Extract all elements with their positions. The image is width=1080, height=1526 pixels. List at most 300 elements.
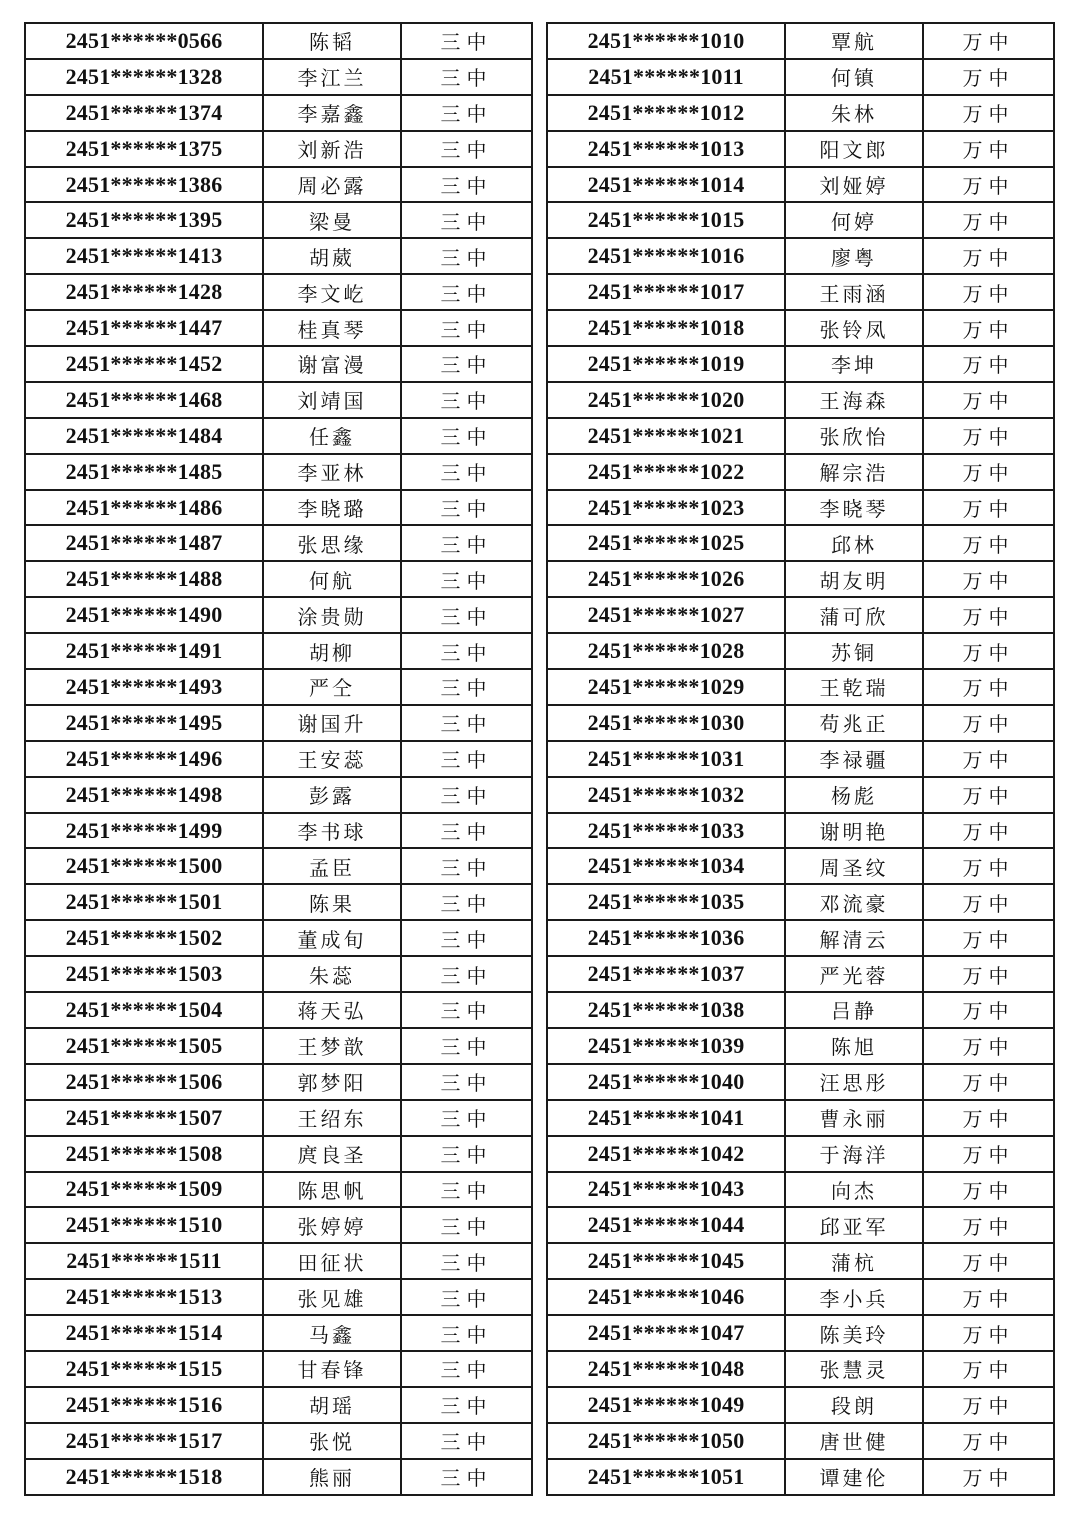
student-name-cell: 陈思帆 — [263, 1172, 401, 1208]
student-id-cell: 2451******1013 — [547, 131, 785, 167]
table-row — [547, 131, 1054, 167]
student-id-cell: 2451******1011 — [547, 59, 785, 95]
student-id-cell: 2451******1395 — [25, 202, 263, 238]
school-cell: 三中 — [401, 167, 532, 203]
left-roster-table — [24, 22, 533, 1496]
student-name-cell: 孟臣 — [263, 848, 401, 884]
table-row — [547, 633, 1054, 669]
student-id-cell: 2451******1040 — [547, 1064, 785, 1100]
student-name-cell: 王安蕊 — [263, 741, 401, 777]
student-id-cell: 2451******1041 — [547, 1100, 785, 1136]
student-name-cell: 唐世健 — [785, 1423, 923, 1459]
student-id-cell: 2451******1507 — [25, 1100, 263, 1136]
school-cell: 万中 — [923, 920, 1054, 956]
student-id-cell: 2451******1014 — [547, 167, 785, 203]
table-row — [25, 131, 532, 167]
student-name-cell: 胡柳 — [263, 633, 401, 669]
student-name-cell: 刘靖国 — [263, 382, 401, 418]
school-cell: 万中 — [923, 346, 1054, 382]
table-row — [25, 920, 532, 956]
school-cell: 三中 — [401, 382, 532, 418]
school-cell: 万中 — [923, 1100, 1054, 1136]
table-row — [25, 956, 532, 992]
student-name-cell: 田征状 — [263, 1243, 401, 1279]
table-row — [25, 1423, 532, 1459]
table-row — [547, 705, 1054, 741]
school-cell: 万中 — [923, 1136, 1054, 1172]
school-cell: 三中 — [401, 1387, 532, 1423]
table-row — [547, 95, 1054, 131]
school-cell: 三中 — [401, 59, 532, 95]
school-cell: 三中 — [401, 525, 532, 561]
table-row — [547, 1028, 1054, 1064]
school-cell: 三中 — [401, 561, 532, 597]
table-row — [547, 274, 1054, 310]
school-cell: 三中 — [401, 454, 532, 490]
student-id-cell: 2451******1016 — [547, 238, 785, 274]
table-row — [25, 1172, 532, 1208]
table-row — [25, 1387, 532, 1423]
school-cell: 三中 — [401, 705, 532, 741]
student-id-cell: 2451******1050 — [547, 1423, 785, 1459]
school-cell: 万中 — [923, 202, 1054, 238]
table-row — [25, 310, 532, 346]
student-id-cell: 2451******1028 — [547, 633, 785, 669]
student-name-cell: 王海森 — [785, 382, 923, 418]
student-name-cell: 何镇 — [785, 59, 923, 95]
student-name-cell: 朱林 — [785, 95, 923, 131]
student-name-cell: 董成旬 — [263, 920, 401, 956]
school-cell: 三中 — [401, 238, 532, 274]
student-name-cell: 刘新浩 — [263, 131, 401, 167]
student-name-cell: 王雨涵 — [785, 274, 923, 310]
table-row — [25, 597, 532, 633]
student-id-cell: 2451******1496 — [25, 741, 263, 777]
table-row — [547, 884, 1054, 920]
school-cell: 三中 — [401, 633, 532, 669]
table-row — [25, 59, 532, 95]
school-cell: 三中 — [401, 1136, 532, 1172]
school-cell: 三中 — [401, 884, 532, 920]
table-row — [547, 346, 1054, 382]
student-name-cell: 张见雄 — [263, 1279, 401, 1315]
student-name-cell: 胡瑶 — [263, 1387, 401, 1423]
student-name-cell: 朱蕊 — [263, 956, 401, 992]
school-cell: 三中 — [401, 23, 532, 59]
table-row — [547, 777, 1054, 813]
student-name-cell: 杨彪 — [785, 777, 923, 813]
student-name-cell: 蒋天弘 — [263, 992, 401, 1028]
school-cell: 三中 — [401, 1207, 532, 1243]
table-row — [25, 382, 532, 418]
table-row — [547, 1064, 1054, 1100]
student-id-cell: 2451******1036 — [547, 920, 785, 956]
student-name-cell: 蒲可欣 — [785, 597, 923, 633]
student-id-cell: 2451******1503 — [25, 956, 263, 992]
student-id-cell: 2451******1010 — [547, 23, 785, 59]
school-cell: 三中 — [401, 1028, 532, 1064]
school-cell: 万中 — [923, 633, 1054, 669]
school-cell: 万中 — [923, 525, 1054, 561]
school-cell: 万中 — [923, 956, 1054, 992]
school-cell: 万中 — [923, 454, 1054, 490]
table-row — [547, 59, 1054, 95]
student-id-cell: 2451******1043 — [547, 1172, 785, 1208]
student-id-cell: 2451******1015 — [547, 202, 785, 238]
student-id-cell: 2451******1447 — [25, 310, 263, 346]
table-row — [547, 1136, 1054, 1172]
school-cell: 万中 — [923, 95, 1054, 131]
student-name-cell: 李晓琴 — [785, 490, 923, 526]
school-cell: 万中 — [923, 1315, 1054, 1351]
school-cell: 万中 — [923, 490, 1054, 526]
student-name-cell: 周圣纹 — [785, 848, 923, 884]
student-id-cell: 2451******1413 — [25, 238, 263, 274]
student-name-cell: 何航 — [263, 561, 401, 597]
table-row — [547, 561, 1054, 597]
school-cell: 万中 — [923, 1459, 1054, 1495]
student-id-cell: 2451******1500 — [25, 848, 263, 884]
student-name-cell: 李坤 — [785, 346, 923, 382]
table-row — [25, 1243, 532, 1279]
school-cell: 万中 — [923, 561, 1054, 597]
table-row — [547, 1315, 1054, 1351]
table-row — [25, 274, 532, 310]
table-row — [25, 741, 532, 777]
school-cell: 三中 — [401, 1243, 532, 1279]
school-cell: 万中 — [923, 813, 1054, 849]
student-name-cell: 邱林 — [785, 525, 923, 561]
student-name-cell: 李亚林 — [263, 454, 401, 490]
student-id-cell: 2451******0566 — [25, 23, 263, 59]
student-id-cell: 2451******1025 — [547, 525, 785, 561]
student-id-cell: 2451******1516 — [25, 1387, 263, 1423]
table-row — [25, 1459, 532, 1495]
student-id-cell: 2451******1487 — [25, 525, 263, 561]
student-id-cell: 2451******1488 — [25, 561, 263, 597]
school-cell: 万中 — [923, 669, 1054, 705]
student-id-cell: 2451******1044 — [547, 1207, 785, 1243]
student-id-cell: 2451******1031 — [547, 741, 785, 777]
school-cell: 三中 — [401, 346, 532, 382]
student-id-cell: 2451******1486 — [25, 490, 263, 526]
table-row — [25, 418, 532, 454]
student-name-cell: 梁曼 — [263, 202, 401, 238]
student-id-cell: 2451******1032 — [547, 777, 785, 813]
table-row — [25, 561, 532, 597]
right-roster-table — [546, 22, 1055, 1496]
school-cell: 三中 — [401, 848, 532, 884]
table-row — [547, 956, 1054, 992]
student-name-cell: 陈美玲 — [785, 1315, 923, 1351]
student-id-cell: 2451******1034 — [547, 848, 785, 884]
school-cell: 万中 — [923, 1172, 1054, 1208]
table-row — [25, 669, 532, 705]
school-cell: 三中 — [401, 956, 532, 992]
table-row — [25, 813, 532, 849]
table-row — [547, 490, 1054, 526]
student-name-cell: 解清云 — [785, 920, 923, 956]
student-id-cell: 2451******1495 — [25, 705, 263, 741]
table-row — [25, 1064, 532, 1100]
table-row — [25, 1279, 532, 1315]
right-roster-body — [547, 23, 1054, 1495]
table-row — [547, 1423, 1054, 1459]
school-cell: 万中 — [923, 238, 1054, 274]
student-name-cell: 向杰 — [785, 1172, 923, 1208]
student-id-cell: 2451******1506 — [25, 1064, 263, 1100]
school-cell: 三中 — [401, 741, 532, 777]
school-cell: 万中 — [923, 848, 1054, 884]
student-name-cell: 解宗浩 — [785, 454, 923, 490]
school-cell: 三中 — [401, 131, 532, 167]
left-roster-body — [25, 23, 532, 1495]
student-name-cell: 李小兵 — [785, 1279, 923, 1315]
school-cell: 三中 — [401, 669, 532, 705]
student-id-cell: 2451******1498 — [25, 777, 263, 813]
student-name-cell: 谭建伦 — [785, 1459, 923, 1495]
table-row — [547, 238, 1054, 274]
student-id-cell: 2451******1012 — [547, 95, 785, 131]
table-row — [25, 1028, 532, 1064]
student-name-cell: 于海洋 — [785, 1136, 923, 1172]
table-row — [547, 1279, 1054, 1315]
student-id-cell: 2451******1452 — [25, 346, 263, 382]
school-cell: 三中 — [401, 202, 532, 238]
student-name-cell: 邓流豪 — [785, 884, 923, 920]
student-id-cell: 2451******1501 — [25, 884, 263, 920]
student-name-cell: 李禄疆 — [785, 741, 923, 777]
student-name-cell: 涂贵勋 — [263, 597, 401, 633]
student-name-cell: 廖粤 — [785, 238, 923, 274]
student-name-cell: 阳文郎 — [785, 131, 923, 167]
table-row — [547, 1387, 1054, 1423]
student-name-cell: 张婷婷 — [263, 1207, 401, 1243]
school-cell: 万中 — [923, 59, 1054, 95]
table-row — [25, 633, 532, 669]
school-cell: 万中 — [923, 23, 1054, 59]
school-cell: 三中 — [401, 1064, 532, 1100]
student-id-cell: 2451******1386 — [25, 167, 263, 203]
table-row — [547, 1459, 1054, 1495]
table-row — [25, 1351, 532, 1387]
student-id-cell: 2451******1026 — [547, 561, 785, 597]
student-name-cell: 张悦 — [263, 1423, 401, 1459]
table-row — [25, 346, 532, 382]
school-cell: 三中 — [401, 95, 532, 131]
student-name-cell: 陈果 — [263, 884, 401, 920]
table-row — [547, 202, 1054, 238]
student-name-cell: 谢明艳 — [785, 813, 923, 849]
student-name-cell: 刘娅婷 — [785, 167, 923, 203]
student-id-cell: 2451******1518 — [25, 1459, 263, 1495]
school-cell: 万中 — [923, 1064, 1054, 1100]
student-id-cell: 2451******1514 — [25, 1315, 263, 1351]
table-row — [547, 1243, 1054, 1279]
student-name-cell: 段朗 — [785, 1387, 923, 1423]
student-id-cell: 2451******1046 — [547, 1279, 785, 1315]
school-cell: 万中 — [923, 992, 1054, 1028]
table-row — [547, 813, 1054, 849]
table-row — [25, 23, 532, 59]
table-row — [547, 992, 1054, 1028]
student-name-cell: 桂真琴 — [263, 310, 401, 346]
school-cell: 三中 — [401, 597, 532, 633]
student-id-cell: 2451******1045 — [547, 1243, 785, 1279]
student-name-cell: 李文屹 — [263, 274, 401, 310]
school-cell: 万中 — [923, 1351, 1054, 1387]
table-row — [547, 669, 1054, 705]
student-name-cell: 吕静 — [785, 992, 923, 1028]
student-id-cell: 2451******1051 — [547, 1459, 785, 1495]
table-row — [25, 1100, 532, 1136]
school-cell: 三中 — [401, 1172, 532, 1208]
school-cell: 万中 — [923, 705, 1054, 741]
table-row — [25, 525, 532, 561]
student-name-cell: 李晓璐 — [263, 490, 401, 526]
student-name-cell: 庹良圣 — [263, 1136, 401, 1172]
student-name-cell: 马鑫 — [263, 1315, 401, 1351]
student-name-cell: 王梦歆 — [263, 1028, 401, 1064]
table-row — [547, 382, 1054, 418]
student-id-cell: 2451******1374 — [25, 95, 263, 131]
school-cell: 万中 — [923, 1028, 1054, 1064]
table-row — [547, 1172, 1054, 1208]
student-name-cell: 邱亚军 — [785, 1207, 923, 1243]
student-name-cell: 李嘉鑫 — [263, 95, 401, 131]
student-name-cell: 彭露 — [263, 777, 401, 813]
table-row — [547, 525, 1054, 561]
school-cell: 万中 — [923, 310, 1054, 346]
student-name-cell: 李江兰 — [263, 59, 401, 95]
table-row — [25, 202, 532, 238]
table-row — [547, 1351, 1054, 1387]
table-row — [25, 454, 532, 490]
school-cell: 三中 — [401, 1100, 532, 1136]
student-name-cell: 胡友明 — [785, 561, 923, 597]
table-row — [25, 490, 532, 526]
student-name-cell: 任鑫 — [263, 418, 401, 454]
school-cell: 万中 — [923, 131, 1054, 167]
student-id-cell: 2451******1504 — [25, 992, 263, 1028]
school-cell: 万中 — [923, 1243, 1054, 1279]
table-row — [547, 454, 1054, 490]
school-cell: 万中 — [923, 274, 1054, 310]
student-id-cell: 2451******1468 — [25, 382, 263, 418]
school-cell: 三中 — [401, 1351, 532, 1387]
student-id-cell: 2451******1021 — [547, 418, 785, 454]
student-name-cell: 严仝 — [263, 669, 401, 705]
student-name-cell: 甘春锋 — [263, 1351, 401, 1387]
student-id-cell: 2451******1510 — [25, 1207, 263, 1243]
student-id-cell: 2451******1511 — [25, 1243, 263, 1279]
student-name-cell: 汪思彤 — [785, 1064, 923, 1100]
table-row — [25, 1136, 532, 1172]
table-row — [25, 705, 532, 741]
student-id-cell: 2451******1020 — [547, 382, 785, 418]
student-id-cell: 2451******1499 — [25, 813, 263, 849]
table-row — [25, 238, 532, 274]
student-name-cell: 覃航 — [785, 23, 923, 59]
student-id-cell: 2451******1037 — [547, 956, 785, 992]
student-id-cell: 2451******1508 — [25, 1136, 263, 1172]
school-cell: 万中 — [923, 1207, 1054, 1243]
school-cell: 万中 — [923, 382, 1054, 418]
school-cell: 三中 — [401, 813, 532, 849]
student-id-cell: 2451******1027 — [547, 597, 785, 633]
table-row — [25, 777, 532, 813]
table-row — [25, 95, 532, 131]
student-name-cell: 苏铜 — [785, 633, 923, 669]
student-id-cell: 2451******1517 — [25, 1423, 263, 1459]
school-cell: 三中 — [401, 1423, 532, 1459]
student-name-cell: 熊丽 — [263, 1459, 401, 1495]
student-id-cell: 2451******1490 — [25, 597, 263, 633]
student-name-cell: 李书球 — [263, 813, 401, 849]
student-id-cell: 2451******1029 — [547, 669, 785, 705]
table-row — [25, 848, 532, 884]
table-row — [547, 23, 1054, 59]
student-name-cell: 陈韬 — [263, 23, 401, 59]
student-id-cell: 2451******1428 — [25, 274, 263, 310]
table-row — [547, 167, 1054, 203]
student-name-cell: 王乾瑞 — [785, 669, 923, 705]
student-id-cell: 2451******1017 — [547, 274, 785, 310]
student-id-cell: 2451******1485 — [25, 454, 263, 490]
table-row — [547, 741, 1054, 777]
table-row — [25, 992, 532, 1028]
table-row — [547, 310, 1054, 346]
student-name-cell: 郭梦阳 — [263, 1064, 401, 1100]
school-cell: 万中 — [923, 1387, 1054, 1423]
student-id-cell: 2451******1048 — [547, 1351, 785, 1387]
table-row — [25, 884, 532, 920]
student-name-cell: 谢国升 — [263, 705, 401, 741]
table-row — [547, 1100, 1054, 1136]
school-cell: 三中 — [401, 310, 532, 346]
school-cell: 三中 — [401, 777, 532, 813]
table-row — [25, 167, 532, 203]
student-id-cell: 2451******1035 — [547, 884, 785, 920]
school-cell: 万中 — [923, 597, 1054, 633]
student-id-cell: 2451******1022 — [547, 454, 785, 490]
student-id-cell: 2451******1042 — [547, 1136, 785, 1172]
student-id-cell: 2451******1515 — [25, 1351, 263, 1387]
student-name-cell: 曹永丽 — [785, 1100, 923, 1136]
student-name-cell: 张慧灵 — [785, 1351, 923, 1387]
table-row — [25, 1207, 532, 1243]
school-cell: 万中 — [923, 884, 1054, 920]
student-id-cell: 2451******1505 — [25, 1028, 263, 1064]
table-row — [547, 597, 1054, 633]
table-row — [547, 1207, 1054, 1243]
student-id-cell: 2451******1019 — [547, 346, 785, 382]
school-cell: 万中 — [923, 1423, 1054, 1459]
student-name-cell: 周必露 — [263, 167, 401, 203]
student-name-cell: 陈旭 — [785, 1028, 923, 1064]
student-id-cell: 2451******1018 — [547, 310, 785, 346]
student-id-cell: 2451******1502 — [25, 920, 263, 956]
student-name-cell: 张欣怡 — [785, 418, 923, 454]
school-cell: 万中 — [923, 418, 1054, 454]
school-cell: 三中 — [401, 1459, 532, 1495]
student-id-cell: 2451******1049 — [547, 1387, 785, 1423]
student-name-cell: 张思缘 — [263, 525, 401, 561]
student-id-cell: 2451******1038 — [547, 992, 785, 1028]
student-name-cell: 谢富漫 — [263, 346, 401, 382]
student-id-cell: 2451******1513 — [25, 1279, 263, 1315]
table-row — [547, 848, 1054, 884]
